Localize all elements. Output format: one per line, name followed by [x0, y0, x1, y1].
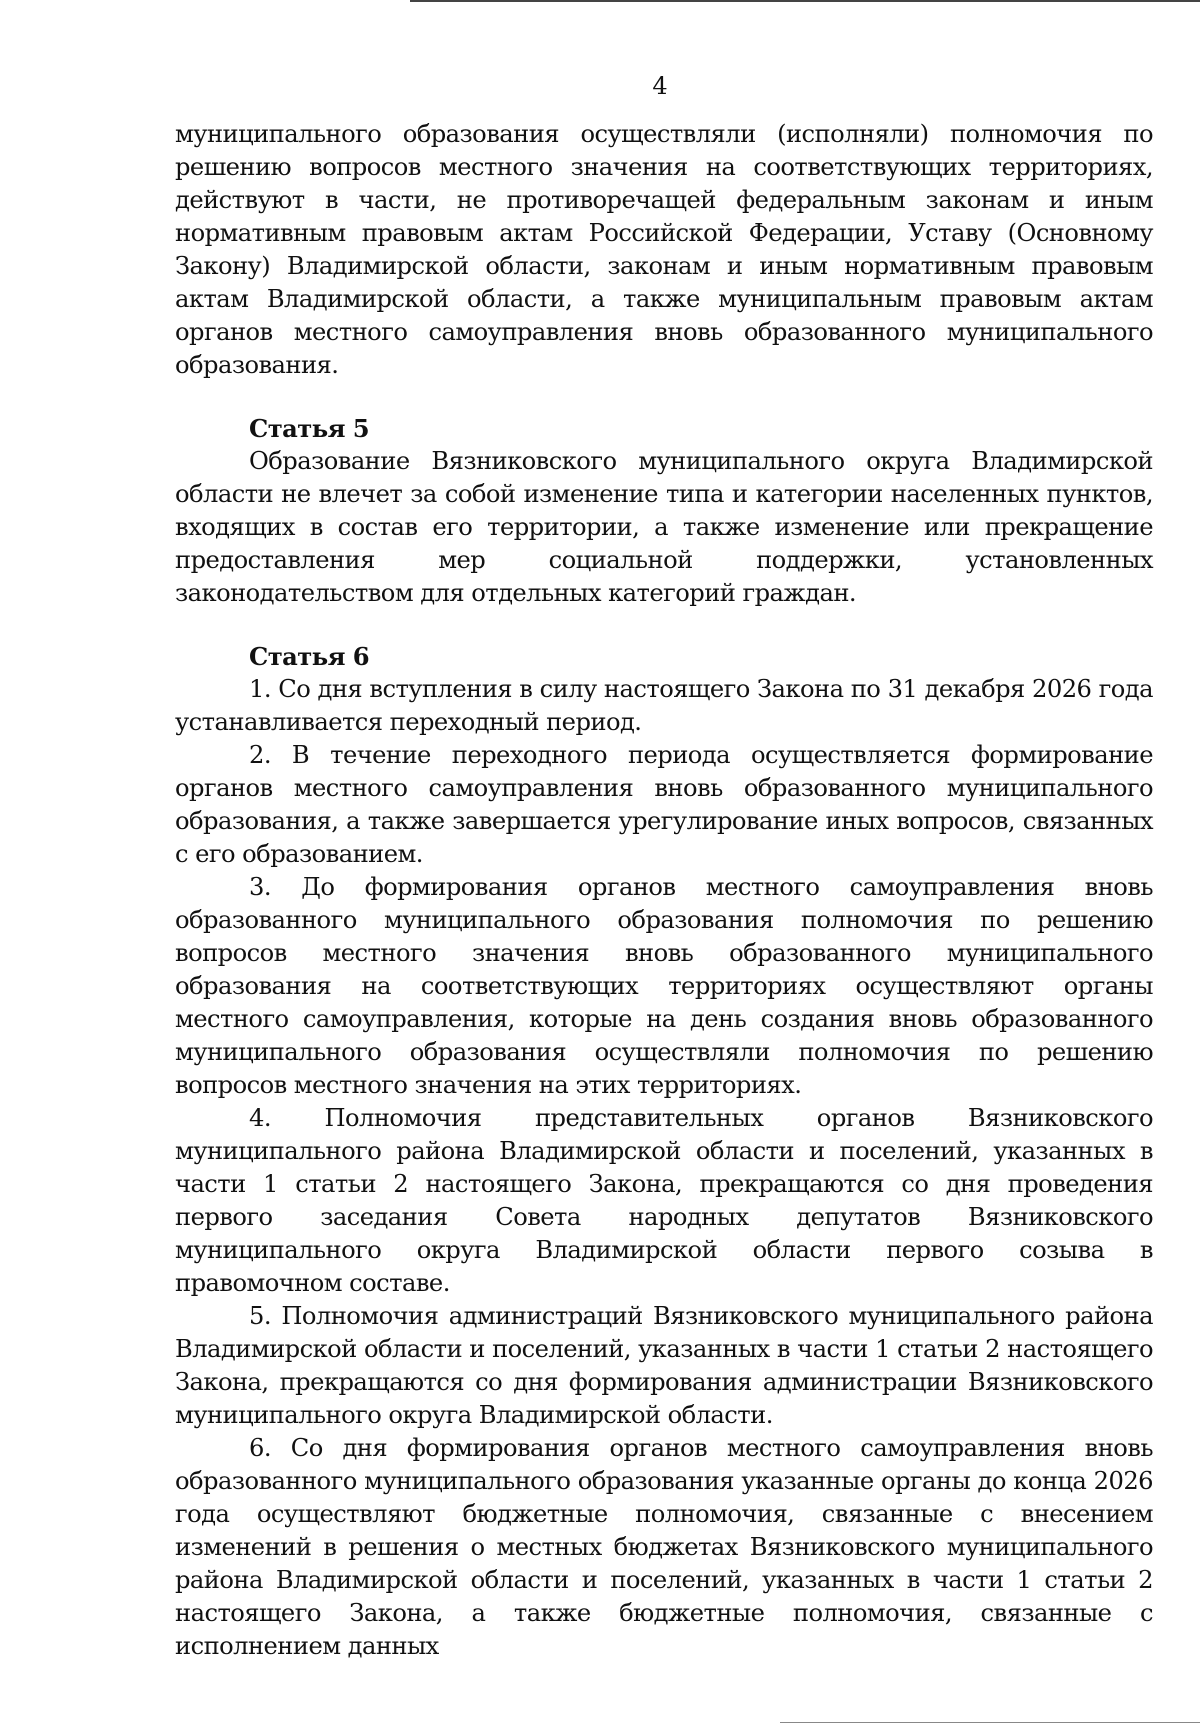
article-6-title: Статья 6	[249, 642, 370, 671]
article-6-item-3: 3. До формирования органов местного самоуправления вновь образованного муниципального образования полномочия по решению вопросов местного значения вновь образованного муниципального образования на соответствующих территориях осуществляют органы местного самоуправления, которые на день создания вновь образованного муниципального образования осуществляли полномочия по решению вопросов местного значения на этих территориях.	[175, 873, 1153, 1099]
article-5-title: Статья 5	[249, 414, 370, 443]
article-6-item-1: 1. Со дня вступления в силу настоящего Закона по 31 декабря 2026 года устанавливается переходный период.	[175, 675, 1153, 736]
article-6-item-2: 2. В течение переходного периода осуществляется формирование органов местного самоуправления вновь образованного муниципального образования, а также завершается урегулирование иных вопросов, связанных с его образованием.	[175, 741, 1153, 868]
scan-edge-top	[410, 0, 1200, 2]
page-number: 4	[652, 72, 668, 100]
article-6-item-4: 4. Полномочия представительных органов Вязниковского муниципального района Владимирской области и поселений, указанных в части 1 статьи 2 настоящего Закона, прекращаются со дня проведения первого заседания Совета народных депутатов Вязниковского муниципального округа Владимирской области первого созыва в правомочном составе.	[175, 1104, 1153, 1297]
article-6-item-6: 6. Со дня формирования органов местного самоуправления вновь образованного муниципального образования указанные органы до конца 2026 года осуществляют бюджетные полномочия, связанные с внесением изменений в решения о местных бюджетах Вязниковского муниципального района Владимирской области и поселений, указанных в части 1 статьи 2 настоящего Закона, а также бюджетные полномочия, связанные с исполнением данных	[175, 1434, 1153, 1660]
article-5-paragraph: Образование Вязниковского муниципального округа Владимирской области не влечет за собой изменение типа и категории населенных пунктов, входящих в состав его территории, а также изменение или прекращение предоставления мер социальной поддержки, установленных законодательством для отдельных категорий граждан.	[175, 447, 1153, 607]
article-6-item-5: 5. Полномочия администраций Вязниковского муниципального района Владимирской области и поселений, указанных в части 1 статьи 2 настоящего Закона, прекращаются со дня формирования администрации Вязниковского муниципального округа Владимирской области.	[175, 1302, 1153, 1429]
intro-paragraph: муниципального образования осуществляли (исполняли) полномочия по решению вопросов местного значения на соответствующих территориях, действуют в части, не противоречащей федеральным законам и иным нормативным правовым актам Российской Федерации, Уставу (Основному Закону) Владимирской области, законам и иным нормативным правовым актам Владимирской области, а также муниципальным правовым актам органов местного самоуправления вновь образованного муниципального образования.	[175, 120, 1153, 379]
document-body	[175, 118, 1153, 1663]
scan-edge-bottom	[780, 1722, 1200, 1723]
